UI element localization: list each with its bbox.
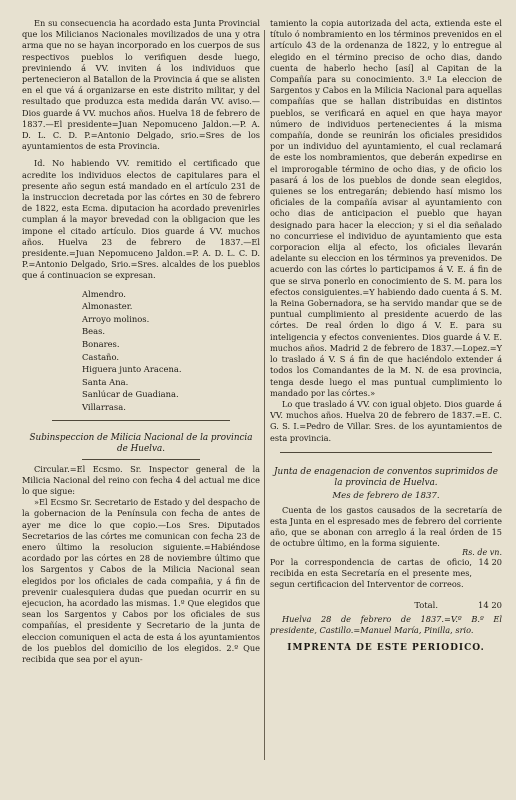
circular-body: »El Ecsmo Sr. Secretario de Estado y del despacho de la gobernacion de la Península con fecha de antes de ayer me dice lo que copio.—Los Sres. Diputados Secretarios de las córtes me comunican con fecha 23 de enero último la resolucion siguiente.=Habiéndose acordado por las córtes en 28 de noviembre último que los Sargentos y Cabos de la Milicia Nacional sean elegidos por los oficiales de cada compañia, y á fin de prevenir cualesquiera dudas que puedan ocurrir en su ejecucion, ha acordado las mismas. 1.º Que elegidos que sean los Sargentos y Cabos por los oficiales de sus compañías, el presidente y Secretario de la junta de eleccion comuniquen el acta de esta á los ayuntamientos de los pueblos del domicilio de los elegidos. 2.º Que recibida que sea por el ayun- [22, 497, 260, 665]
list-item: Bonares. [82, 339, 120, 350]
town-list [82, 288, 260, 414]
section-divider [82, 459, 200, 460]
diputacion-notice: Id. No habiendo VV. remitido el certificado que acredite los individuos electos de capitulares para el presente año segun está mandado en el artículo 231 de la instruccion decretada por las córtes en 30 de febrero de 1822, esta Ecma. diputacion ha acordado prevenirles cumplan á la mayor brevedad con la obligacion que les impone el citado artículo. Dios guarde á VV. muchos años. Huelva 23 de febrero de 1837.—El presidente.=Juan Nepomuceno Jaldon.=P. A. D. L. C. D. P.=Antonio Delgado, Srio.=Sres. alcaldes de los pueblos que á continuacion se expresan. [22, 158, 260, 281]
traslado-notice: Lo que traslado á VV. con igual objeto. Dios guarde á VV. muchos años. Huelva 20 de febrero de 1837.=E. C. G. S. I.=Pedro de Villar. Sres. de los ayuntamientos de esta provincia. [270, 398, 502, 443]
circular-continuation: tamiento la copia autorizada del acta, extienda este el título ó nombramiento en los términos prevenidos en el artículo 43 de la ordenanza de 1822, y lo entregue al elegido en el término preciso de ocho dias, dando cuenta de haberlo hecho [así] al Capitan de la Compañía para su conocimiento. 3.º La eleccion de Sargentos y Cabos en la Milicia Nacional para aquellas compañías que se hallan distribuidas en distintos pueblos, se verificará en aquel en que haya mayor número de individuos pertenecientes á la misma compañía, donde se reunirán los oficiales presididos por un individuo del ayuntamiento, el cual reclamará de este los nombramientos, que deberán expedirse en el improrogable término de ocho dias, y de oficio los pasará á los de los pueblos de donde sean elegidos, quienes se los entregarán; debiendo hasí mismo los oficiales de la compañía avisar al ayuntamiento con ocho dias de anticipacion el pueblo que hayan designado para hacer la eleccion; y si el dia señalado no concurriese el individuo de ayuntamiento que esta corporacion elija al efecto, los oficiales llevarán adelante su eleccion en los términos ya prevenidos. De acuerdo con las córtes lo participamos á V. E. á fin de que se sirva ponerlo en conocimiento de S. M. para los efectos consiguientes.=Y habiendo dado cuenta á S. M. la Reina Gobernadora, se ha servido mandar que se de puntual cumplimiento al presidente acuerdo de las córtes. De real órden lo digo á V. E. para su inteligencia y efectos convenientes. Dios guarde á V. E. muchos años. Madrid 2 de febrero de 1837.—Lopez.=Y lo traslado á V. S á fin de que haciéndolo extender á todos los Comandantes de la M. N. de esa provincia, tenga desde luego el mas puntual cumplimiento lo mandado por las córtes.» [270, 18, 502, 398]
cuenta-intro: Cuenta de los gastos causados de la secretaría de esta Junta en el espresado mes de febrero del corriente año, que se abonan con arreglo á la real órden de 15 de octubre último, en la forma siguiente. [270, 504, 502, 549]
right-column [270, 18, 502, 786]
list-item: Almonaster. [82, 301, 133, 312]
list-item: Beas. [82, 326, 106, 337]
list-item: Villarrasa. [82, 402, 126, 413]
junta-enagenacion-heading: Junta de enagenacion de conventos suprimidos de la provincia de Huelva. [274, 466, 498, 488]
currency-heading: Rs. de vn. [462, 547, 502, 557]
imprint-line: IMPRENTA DE ESTE PERIODICO. [287, 642, 485, 653]
left-column [22, 18, 260, 786]
section-divider [52, 420, 230, 421]
account-label: Por la correspondencia de cartas de oficio, recibida en esta Secretaría en el presente mes, segun certificacion del Interventor de correos. [270, 556, 472, 589]
list-item: Santa Ana. [82, 376, 129, 387]
junta-provincial-notice: En su consecuencia ha acordado esta Junta Provincial que los Milicianos Nacionales movilizados de una y otra arma que no se hayan incorporado en los cuerpos de sus respectivos pueblos lo verifiquen desde luego, previniendo á VV. inviten á los individuos que pertenecieron al Batallon de la Provincia á que se alisten en el que vá á organizarse en este distrito militar, y del resultado que produzca esta medida darán VV. aviso.—Dios guarde á VV. muchos años. Huelva 18 de febrero de 1837.—El presidente=Juan Nepomuceno Jaldon.—P. A. D. L. C. D. P.=Antonio Delgado, srio.=Sres de los ayuntamientos de esta Provincia. [22, 18, 260, 152]
list-item: Almendro. [82, 288, 126, 299]
list-item: Sanlúcar de Guadiana. [82, 389, 179, 400]
section-divider [280, 452, 492, 453]
month-heading: Mes de febrero de 1837. [332, 490, 440, 501]
closing-signature: Huelva 28 de febrero de 1837.=V.º B.º El presidente, Castillo.=Manuel María, Pinilla, srio. [270, 614, 502, 636]
circular-intro: Circular.=El Ecsmo. Sr. Inspector general de la Milicia Nacional del reino con fecha 4 del actual me dice lo que sigue: [22, 463, 260, 497]
subinspeccion-heading: Subinspeccion de Milicia Nacional de la provincia de Huelva. [29, 432, 253, 454]
account-row [270, 557, 502, 591]
total-row [270, 600, 502, 610]
list-item: Castaño. [82, 351, 120, 362]
account-value: 14 20 [478, 556, 502, 567]
column-divider [264, 30, 265, 760]
total-value: 14 20 [478, 600, 502, 611]
list-item: Arroyo molinos. [82, 313, 150, 324]
total-label: Total. [414, 600, 439, 611]
list-item: Higuera junto Aracena. [82, 364, 182, 375]
